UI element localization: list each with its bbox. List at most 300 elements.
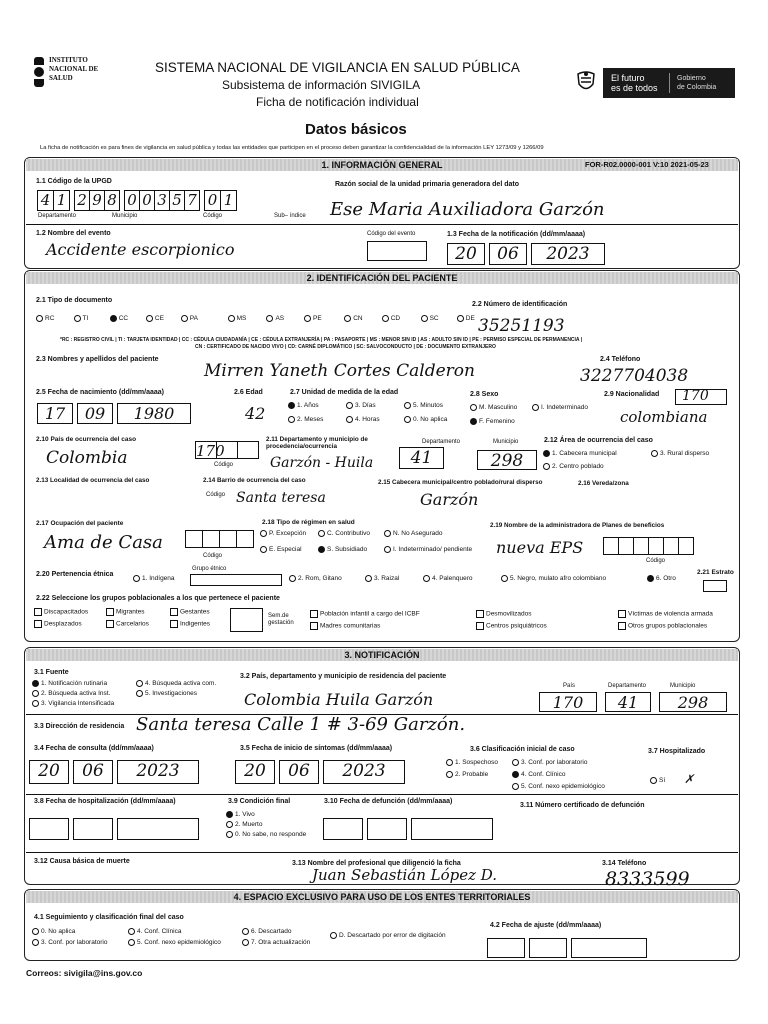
radio-button-icon (543, 450, 550, 457)
upgd-code-input[interactable] (38, 190, 237, 211)
radio-button-icon (133, 575, 140, 582)
option-4-b-squeda-activa-com[interactable] (136, 680, 216, 687)
option-label: 3. Raizal (374, 575, 400, 583)
age-label: 2.6 Edad (234, 389, 263, 396)
option-label: 6. Otro (656, 575, 676, 583)
radio-button-icon (288, 416, 295, 423)
followup-label: 4.1 Seguimiento y clasificación final del caso (34, 914, 184, 921)
patient-name-label: 2.3 Nombres y apellidos del paciente (36, 356, 159, 363)
gestation-weeks-input[interactable] (230, 608, 263, 632)
option-label: 1. Indígena (142, 575, 175, 583)
option-label: SC (429, 315, 439, 323)
option-label: 2. Meses (297, 416, 324, 424)
stratum-label: 2.21 Estrato (697, 569, 734, 576)
option-pe[interactable] (304, 315, 322, 322)
option-desmovilizados[interactable] (476, 610, 532, 618)
option-label: Desplazados (44, 620, 82, 628)
option-1-sospechoso[interactable] (446, 759, 498, 766)
option-label: 1. Cabecera municipal (552, 450, 617, 458)
res-mun-code: 298 (659, 692, 727, 712)
upgd-digit: 1 (53, 190, 70, 211)
option-label: 1. Años (297, 402, 319, 410)
notification-date-input[interactable] (448, 243, 605, 265)
cabecera-value[interactable]: Garzón (420, 490, 479, 509)
gov-logo-left-1: El futuro (611, 73, 645, 83)
option-p-excepci-n[interactable] (260, 530, 306, 537)
option-label: 4. Palenquero (432, 575, 473, 583)
section-3-header (26, 649, 738, 661)
option-label: 1. Sospechoso (455, 759, 499, 767)
age-unit-label: 2.7 Unidad de medida de la edad (290, 389, 399, 396)
radio-button-icon (288, 402, 295, 409)
radio-button-icon (650, 777, 657, 784)
option-3-raizal[interactable] (365, 575, 399, 582)
option-ms[interactable] (228, 315, 247, 322)
mun-code-input[interactable] (478, 450, 537, 470)
option-poblaci-n-infantil-a-cargo-del-icbf[interactable] (310, 610, 420, 618)
doc-note-2: CN : CERTIFICADO DE NACIDO VIVO | CD: CARNÉ DIPLOMÁTICO | SC: SALVOCONDUCTO | DE : DOCUMENTO EXTRANJERO (195, 344, 496, 350)
option-label: 3. Rural disperso (660, 450, 710, 458)
hospitalized-label: 3.7 Hospitalizado (648, 748, 706, 755)
radio-button-icon (446, 759, 453, 766)
radio-button-icon (32, 680, 39, 687)
colombia-coat-of-arms-icon (575, 70, 597, 94)
option-0-no-aplica[interactable] (32, 928, 75, 935)
option-label: 3. Vigilancia Intensificada (41, 700, 115, 708)
option-label: 5. Conf. nexo epidemiológico (521, 783, 605, 791)
age-value[interactable]: 42 (245, 404, 266, 423)
option-2-meses[interactable] (288, 416, 323, 423)
checkbox-icon (106, 608, 114, 616)
radio-button-icon (404, 402, 411, 409)
option-label: RC (45, 315, 55, 323)
event-name-value[interactable]: Accidente escorpionico (46, 240, 235, 259)
occupation-value[interactable]: Ama de Casa (44, 532, 163, 553)
upgd-digit: 8 (104, 190, 120, 211)
option-label: 5. Minutos (413, 402, 443, 410)
section-3-title: 3. NOTIFICACIÓN (344, 650, 420, 660)
option-label: 2. Búsqueda activa Inst. (41, 690, 111, 698)
neighborhood-code-sublabel: Código (206, 492, 226, 498)
radio-button-icon (470, 404, 477, 411)
radio-button-icon (226, 831, 233, 838)
date-month: 06 (73, 760, 113, 784)
date-year: 2023 (117, 760, 199, 784)
option-ti[interactable] (74, 315, 89, 322)
hospitalized-option-si[interactable] (650, 777, 665, 784)
cause-of-death-label: 3.12 Causa básica de muerte (34, 858, 130, 865)
area-options (543, 450, 733, 474)
radio-button-icon (32, 928, 39, 935)
neighborhood-value[interactable]: Santa teresa (236, 490, 326, 506)
option-label: DE (465, 315, 475, 323)
stratum-input[interactable] (703, 580, 727, 592)
radio-button-icon (365, 575, 372, 582)
option-as[interactable] (266, 315, 284, 322)
checkbox-icon (310, 610, 318, 618)
option-4-palenquero[interactable] (423, 575, 472, 582)
phone-label: 2.4 Teléfono (600, 356, 641, 363)
country-code: 170 (196, 442, 225, 460)
symptom-date-label: 3.5 Fecha de inicio de síntomas (dd/mm/aaaa) (240, 745, 393, 752)
option-f-femenino[interactable] (470, 418, 515, 425)
dept-mun-value[interactable]: Garzón - Huila (270, 455, 374, 471)
radio-button-icon (181, 315, 188, 322)
disclaimer: La ficha de notificación es para fines de vigilancia en salud pública y todas las entidades que participen en el proceso deben garantizar la confidencialidad de la información LEY 1273/09 y 1266/09 (40, 145, 544, 151)
option-7-otra-actualizaci-n[interactable] (242, 939, 310, 946)
address-value[interactable]: Santa teresa Calle 1 # 3-69 Garzón. (136, 714, 466, 735)
option-label: TI (82, 315, 89, 323)
checkbox-icon (170, 608, 178, 616)
option-label: Indigentes (180, 620, 210, 628)
address-label: 3.3 Dirección de residencia (34, 723, 125, 730)
country-label: 2.10 País de ocurrencia del caso (36, 436, 137, 443)
option-label: C. Contributivo (327, 530, 370, 538)
birth-date-label: 2.5 Fecha de nacimiento (dd/mm/aaaa) (36, 389, 164, 396)
upgd-digit: 3 (154, 190, 170, 211)
option-n-no-asegurado[interactable] (384, 530, 443, 537)
section-4-title: 4. ESPACIO EXCLUSIVO PARA USO DE LOS ENTES TERRITORIALES (233, 892, 531, 902)
option-centros-psiqui-tricos[interactable] (476, 622, 547, 630)
option-3-d-as[interactable] (346, 402, 376, 409)
option-c-contributivo[interactable] (318, 530, 370, 537)
res-dept-code-input[interactable] (606, 692, 651, 712)
option-carcelarios[interactable] (106, 620, 149, 628)
date-day: 20 (29, 760, 69, 784)
gov-logo (603, 68, 735, 98)
option-4-conf-cl-nica[interactable] (128, 928, 181, 935)
radio-button-icon (512, 783, 519, 790)
professional-value[interactable]: Juan Sebastián López D. (312, 866, 498, 884)
option-1-ind-gena[interactable] (133, 575, 175, 582)
option-sc[interactable] (421, 315, 439, 322)
razon-social-label: Razón social de la unidad primaria generadora del dato (335, 181, 519, 188)
option-2-centro-poblado[interactable] (543, 463, 604, 470)
nationality-code-input[interactable] (675, 389, 727, 405)
birth-date-input[interactable] (38, 403, 191, 424)
date-year: 1980 (117, 403, 191, 424)
option-label: 1. Notificación rutinaria (41, 680, 108, 688)
option-otros-grupos-poblacionales[interactable] (618, 622, 707, 630)
ins-logo-line2: NACIONAL DE (49, 65, 99, 73)
form-code: FOR-R02.0000-001 V:10 2021-05-23 (585, 160, 709, 169)
option-label: Discapacitados (44, 608, 89, 616)
upgd-digit: 2 (74, 190, 90, 211)
source-label: 3.1 Fuente (34, 669, 69, 676)
option-label: S. Subsidiado (327, 546, 368, 554)
option-label: PA (189, 315, 198, 323)
radio-button-icon (647, 575, 654, 582)
option-1-notificaci-n-rutinaria[interactable] (32, 680, 107, 687)
option-label: Víctimas de violencia armada (628, 610, 713, 618)
cabecera-label: 2.15 Cabecera municipal/centro poblado/rural disperso (378, 479, 543, 486)
gov-logo-right-1: Gobierno (677, 75, 706, 82)
section-2-title: 2. IDENTIFICACIÓN DEL PACIENTE (306, 273, 458, 283)
option-label: 3. Conf. por laboratorio (41, 939, 108, 947)
radio-button-icon (128, 939, 135, 946)
option-1-vivo[interactable] (226, 811, 255, 818)
option-label: Desmovilizados (486, 610, 532, 618)
ins-logo-icon (34, 57, 45, 91)
option-5-minutos[interactable] (404, 402, 443, 409)
radio-button-icon (110, 315, 117, 322)
option-label: N. No Asegurado (393, 530, 443, 538)
option-0-no-aplica[interactable] (404, 416, 447, 423)
res-mun-sublabel: Municipio (670, 683, 696, 689)
option-label: 2. Rom, Gitano (298, 575, 342, 583)
country-value[interactable]: Colombia (46, 448, 128, 468)
radio-button-icon (32, 700, 39, 707)
option-2-b-squeda-activa-inst[interactable] (32, 690, 110, 697)
residence-value[interactable]: Colombia Huila Garzón (244, 690, 434, 709)
phone-value[interactable]: 3227704038 (580, 366, 689, 386)
mun-sublabel: Municipio (493, 439, 519, 445)
health-regime-label: 2.18 Tipo de régimen en salud (262, 519, 355, 526)
option-5-conf-nexo-epidemiol-gico[interactable] (512, 783, 605, 790)
radio-button-icon (318, 546, 325, 553)
option-cn[interactable] (344, 315, 362, 322)
sex-label: 2.8 Sexo (470, 391, 499, 398)
option-label: 2. Probable (455, 771, 489, 779)
option-e-especial[interactable] (260, 546, 302, 553)
res-dept-code: 41 (605, 692, 651, 712)
option-migrantes[interactable] (106, 608, 145, 616)
option-gestantes[interactable] (170, 608, 210, 616)
option-4-conf-cl-nico[interactable] (512, 771, 565, 778)
radio-button-icon (260, 530, 267, 537)
res-mun-code-input[interactable] (660, 692, 727, 712)
radio-button-icon (651, 450, 658, 457)
neighborhood-label: 2.14 Barrio de ocurrencia del caso (203, 477, 306, 484)
option-0-no-sabe-no-responde[interactable] (226, 831, 306, 838)
radio-button-icon (384, 546, 391, 553)
option-label: 2. Centro poblado (552, 463, 604, 471)
radio-button-icon (532, 404, 539, 411)
population-groups-label: 2.22 Seleccione los grupos poblacionales a los que pertenece el paciente (36, 595, 280, 602)
date-month: 06 (489, 243, 527, 265)
sex-options (470, 404, 590, 434)
death-certificate-label: 3.11 Número certificado de defunción (520, 802, 645, 809)
population-groups-options (34, 608, 734, 636)
option-2-probable[interactable] (446, 771, 488, 778)
option-3-conf-por-laboratorio[interactable] (32, 939, 107, 946)
razon-social-value[interactable]: Ese Maria Auxiliadora Garzón (330, 199, 605, 220)
radio-button-icon (512, 771, 519, 778)
radio-button-icon (512, 759, 519, 766)
mun-code: 298 (477, 450, 537, 470)
death-date-label: 3.10 Fecha de defunción (dd/mm/aaaa) (324, 798, 453, 805)
option-6-descartado[interactable] (242, 928, 291, 935)
radio-button-icon (404, 416, 411, 423)
doc-note-1: *RC : REGISTRO CIVIL | TI : TARJETA IDENTIDAD | CC : CÉDULA CIUDADANÍA | CE : CÉDULA EXTRANJERÍA | PA : PASAPORTE | MS : MENOR SIN ID | AS : ADULTO SIN ID | PE : PERMISO ESPECIAL DE PERMANENCIA | (60, 337, 583, 343)
followup-options (32, 928, 482, 952)
code-sublabel: Código (203, 213, 223, 219)
option-5-conf-nexo-epidemiol-gico[interactable] (128, 939, 221, 946)
ethnicity-options (125, 574, 685, 584)
radio-button-icon (423, 575, 430, 582)
radio-button-icon (226, 821, 233, 828)
source-options (32, 680, 232, 712)
option-1-cabecera-municipal[interactable] (543, 450, 617, 457)
dept-mun-label: 2.11 Departamento y municipio de procedencia/ocurrencia (266, 436, 368, 450)
date-day: 20 (235, 760, 275, 784)
radio-button-icon (146, 315, 153, 322)
option-label: 4. Búsqueda activa com. (145, 680, 217, 688)
radio-button-icon (136, 680, 143, 687)
nationality-code: 170 (682, 388, 709, 404)
radio-button-icon (501, 575, 508, 582)
radio-button-icon (304, 315, 311, 322)
gestation-weeks-label: Sem.de gestación (268, 613, 294, 626)
upgd-digit: 5 (169, 190, 185, 211)
option-label: Centros psiquiátricos (486, 622, 547, 630)
form-name: Ficha de notificación individual (256, 95, 419, 109)
option-3-conf-por-laboratorio[interactable] (512, 759, 587, 766)
date-day: 20 (447, 243, 485, 265)
age-unit-options (288, 402, 468, 432)
option-label: 3. Conf. por laboratorio (521, 759, 588, 767)
occupation-code-input[interactable] (186, 530, 254, 548)
checkbox-icon (618, 610, 626, 618)
eapb-value[interactable]: nueva EPS (496, 538, 584, 557)
consultation-date-input[interactable] (30, 760, 199, 784)
option-label: I. Indeterminado/ pendiente (393, 546, 473, 554)
mun-sublabel: Municipio (112, 213, 138, 219)
event-code-input[interactable] (367, 241, 427, 261)
eapb-label: 2.19 Nombre de la administradora de Planes de beneficios (490, 522, 665, 529)
date-year: 2023 (323, 760, 405, 784)
option-label: I. Indeterminado (541, 404, 588, 412)
upgd-digit: 7 (184, 190, 200, 211)
system-title: SISTEMA NACIONAL DE VIGILANCIA EN SALUD PÚBLICA (155, 60, 520, 75)
option-2-rom-gitano[interactable] (289, 575, 342, 582)
dept-sublabel: Departamento (38, 213, 77, 219)
section-2-header (26, 272, 738, 284)
gov-logo-left-2: es de todos (611, 83, 658, 93)
eapb-code-input[interactable] (604, 537, 694, 555)
hospitalization-date-input[interactable] (30, 818, 199, 840)
radio-button-icon (470, 418, 477, 425)
dept-code-input[interactable] (400, 447, 444, 469)
adjustment-date-input[interactable] (488, 938, 647, 958)
option-label: Gestantes (180, 608, 210, 616)
eapb-code-sublabel: Código (646, 558, 666, 564)
radio-button-icon (382, 315, 389, 322)
option-pa[interactable] (181, 315, 198, 322)
option-cd[interactable] (382, 315, 400, 322)
dept-code: 41 (399, 447, 444, 469)
option-6-otro[interactable] (647, 575, 676, 582)
option-label: 1. Vivo (235, 811, 255, 819)
checkbox-icon (476, 622, 484, 630)
option-label: Carcelarios (116, 620, 149, 628)
option-label: 3. Días (355, 402, 376, 410)
option-3-vigilancia-intensificada[interactable] (32, 700, 114, 707)
professional-phone-value[interactable]: 8333599 (605, 868, 690, 890)
section-4-header (26, 891, 738, 903)
res-country-code-input[interactable] (540, 692, 597, 712)
residence-label: 3.2 País, departamento y municipio de residencia del paciente (240, 673, 447, 680)
radio-button-icon (136, 690, 143, 697)
radio-button-icon (242, 939, 249, 946)
option-label: 4. Conf. Clínica (137, 928, 182, 936)
radio-button-icon (260, 546, 267, 553)
option-label: M. Masculino (479, 404, 518, 412)
option-label: 4. Conf. Clínico (521, 771, 566, 779)
option-label: 2. Muerto (235, 821, 263, 829)
option-i-indeterminado[interactable] (532, 404, 588, 411)
option-label: D. Descartado por error de digitación (339, 932, 446, 940)
radio-button-icon (32, 939, 39, 946)
option-cc[interactable] (110, 315, 128, 322)
option-d-descartado-por-error-de-digitaci-n[interactable] (330, 932, 446, 939)
option-v-ctimas-de-violencia-armada[interactable] (618, 610, 713, 618)
nationality-value[interactable]: colombiana (620, 408, 708, 426)
option-rc[interactable] (36, 315, 54, 322)
option-label: Población infantil a cargo del ICBF (320, 610, 420, 618)
option-discapacitados[interactable] (34, 608, 88, 616)
radio-button-icon (384, 530, 391, 537)
checkbox-icon (618, 622, 626, 630)
ins-logo-line3: SALUD (49, 74, 73, 82)
subsystem-title: Subsistema de información SIVIGILA (222, 78, 421, 92)
radio-button-icon (318, 530, 325, 537)
date-month: 06 (279, 760, 319, 784)
option-5-negro-mulato-afro-colombiano[interactable] (501, 575, 606, 582)
option-i-indeterminado-pendiente[interactable] (384, 546, 472, 553)
res-country-sublabel: País (563, 683, 576, 689)
option-label: 0. No aplica (413, 416, 448, 424)
radio-button-icon (344, 315, 351, 322)
id-number-value[interactable]: 35251193 (478, 316, 565, 336)
option-3-rural-disperso[interactable] (651, 450, 709, 457)
patient-name-value[interactable]: Mirren Yaneth Cortes Calderon (204, 361, 475, 381)
option-s-subsidiado[interactable] (318, 546, 367, 553)
death-date-input[interactable] (324, 818, 493, 840)
option-de[interactable] (457, 315, 475, 322)
subindex-sublabel: Sub– índice (274, 213, 306, 219)
symptom-date-input[interactable] (236, 760, 405, 784)
option-label: CE (154, 315, 164, 323)
option-4-horas[interactable] (346, 416, 380, 423)
footer-emails: Correos: sivigila@ins.gov.co (26, 968, 143, 978)
initial-classification-options (446, 759, 636, 791)
option-ce[interactable] (146, 315, 164, 322)
option-5-investigaciones[interactable] (136, 690, 197, 697)
option-label: Migrantes (116, 608, 145, 616)
option-label: AS (275, 315, 285, 323)
id-number-label: 2.2 Número de identificación (472, 301, 568, 308)
option-label: CD (390, 315, 401, 323)
checkbox-icon (34, 608, 42, 616)
radio-button-icon (228, 315, 235, 322)
option-m-masculino[interactable] (470, 404, 517, 411)
occupation-code-sublabel: Código (203, 553, 223, 559)
option-label: MS (236, 315, 247, 323)
upgd-digit: 0 (124, 190, 140, 211)
option-indigentes[interactable] (170, 620, 210, 628)
option-madres-comunitarias[interactable] (310, 622, 380, 630)
option-label: CN (353, 315, 363, 323)
locality-label: 2.13 Localidad de ocurrencia del caso (36, 477, 150, 484)
country-code-input[interactable] (196, 441, 259, 459)
option-desplazados[interactable] (34, 620, 82, 628)
option-1-a-os[interactable] (288, 402, 319, 409)
radio-button-icon (446, 771, 453, 778)
country-code-sublabel: Código (214, 462, 234, 468)
option-2-muerto[interactable] (226, 821, 262, 828)
radio-button-icon (421, 315, 428, 322)
